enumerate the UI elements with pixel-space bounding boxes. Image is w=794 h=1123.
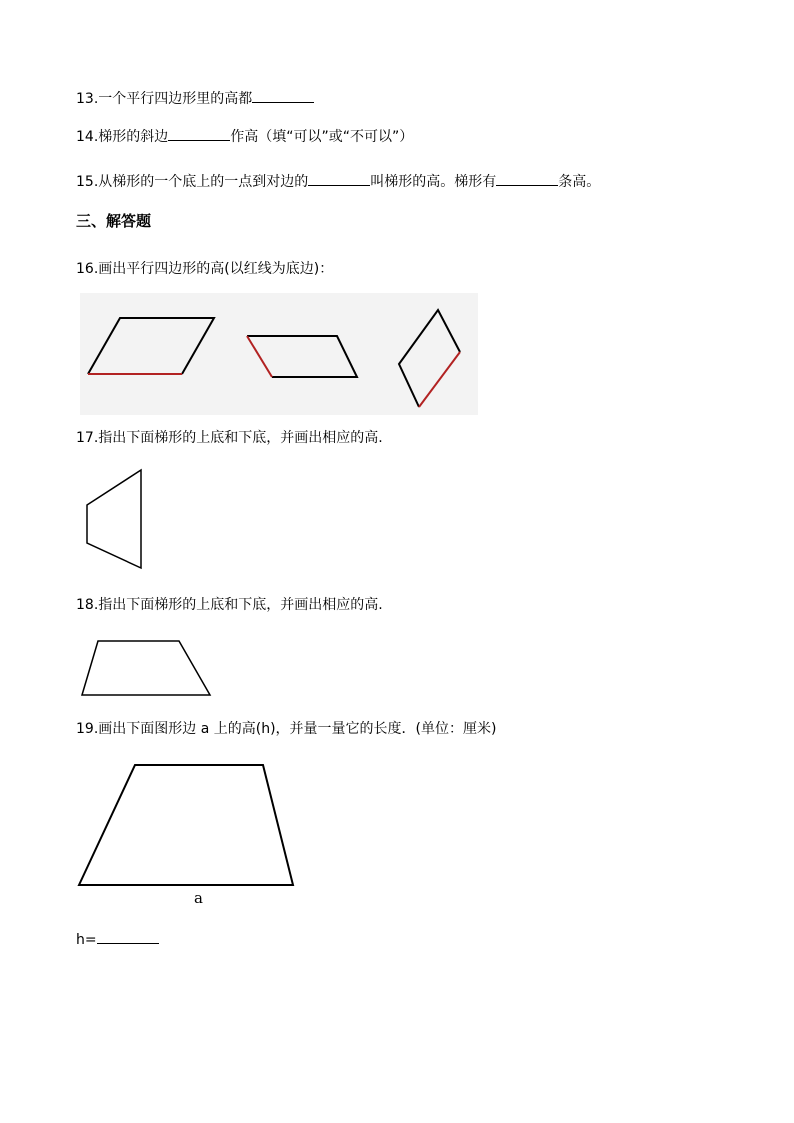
question-19: 19.画出下面图形边 a 上的高(h)，并量一量它的长度．(单位：厘米) bbox=[76, 721, 497, 737]
answer-h-prefix: h= bbox=[76, 932, 97, 948]
question-15 bbox=[76, 171, 600, 192]
question-17: 17.指出下面梯形的上底和下底，并画出相应的高. bbox=[76, 430, 383, 446]
answer-blank-h[interactable] bbox=[97, 929, 159, 944]
question-15-text-before: 15.从梯形的一个底上的一点到对边的 bbox=[76, 174, 309, 190]
question-14-text-after: 作高（填“可以”或“不可以”） bbox=[230, 129, 414, 145]
question-14 bbox=[76, 126, 413, 147]
answer-blank-15a[interactable] bbox=[308, 171, 370, 186]
trapezoid-figure-17 bbox=[80, 465, 150, 573]
question-13 bbox=[76, 88, 314, 109]
figure-background bbox=[80, 293, 478, 415]
answer-blank-14[interactable] bbox=[168, 126, 230, 141]
question-15-text-after: 条高。 bbox=[558, 174, 601, 190]
side-a-label: a bbox=[194, 889, 203, 907]
section-title: 三、解答题 bbox=[76, 212, 152, 230]
parallelograms-figure bbox=[80, 293, 478, 415]
question-14-text-before: 14.梯形的斜边 bbox=[76, 129, 169, 145]
question-16: 16.画出平行四边形的高(以红线为底边)： bbox=[76, 261, 334, 277]
answer-blank-13[interactable] bbox=[252, 88, 314, 103]
trapezoid-19 bbox=[79, 765, 293, 885]
trapezoid-17 bbox=[87, 470, 141, 568]
question-15-text-middle: 叫梯形的高。梯形有 bbox=[370, 174, 497, 190]
trapezoid-figure-18 bbox=[78, 636, 216, 700]
question-13-text: 13.一个平行四边形里的高都 bbox=[76, 91, 253, 107]
question-18: 18.指出下面梯形的上底和下底，并画出相应的高. bbox=[76, 597, 383, 613]
trapezoid-18 bbox=[82, 641, 210, 695]
trapezoid-figure-19 bbox=[74, 760, 300, 890]
answer-h bbox=[76, 929, 159, 950]
answer-blank-15b[interactable] bbox=[496, 171, 558, 186]
